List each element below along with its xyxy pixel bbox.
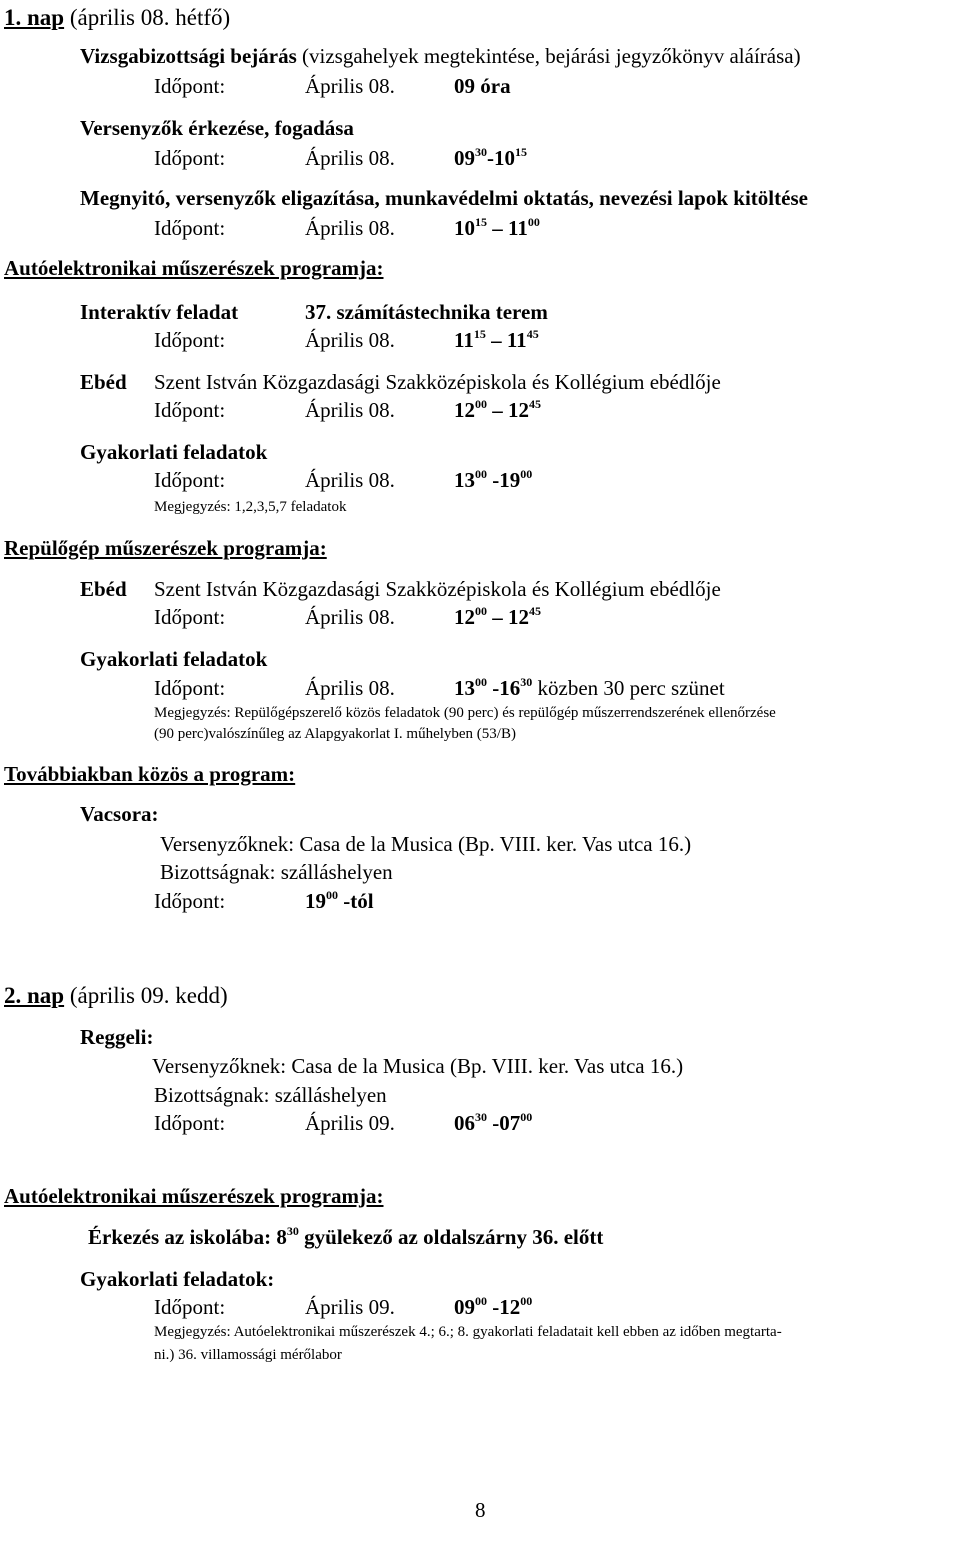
time-value: $06^{30}$ $-07^{00}$ — [454, 1110, 533, 1135]
practical-note-cont: (90 perc)valószínűleg az Alapgyakorlat I. műhelyben (53/B) — [154, 726, 516, 742]
page-number: 8 — [475, 1498, 486, 1522]
dinner-committee: Bizottságnak: szálláshelyen — [160, 860, 393, 884]
day1-heading — [4, 6, 230, 29]
time-label: Időpont: — [154, 605, 226, 629]
day1-heading-num: 1. nap — [4, 5, 65, 30]
lunch-label: Ebéd — [80, 370, 127, 394]
time-value: $09^{30}-10^{15}$ — [454, 145, 527, 170]
time-value: $10^{15} - 11^{00}$ — [454, 215, 540, 240]
opening-title: Megnyitó, versenyzők eligazítása, munkavédelmi oktatás, nevezési lapok kitöltése — [80, 186, 808, 210]
arrival-line: Érkezés az iskolába: $8^{30}$ gyülekező az oldalszárny 36. előtt — [88, 1224, 604, 1249]
time-label: Időpont: — [154, 676, 226, 700]
time-value: $12^{00} - 12^{45}$ — [454, 604, 541, 629]
time-label: Időpont: — [154, 146, 226, 170]
time-label: Időpont: — [154, 328, 226, 352]
lunch-place: Szent István Közgazdasági Szakközépiskola és Kollégium ebédlője — [154, 370, 721, 394]
day1-heading-date: (április 08. hétfő) — [69, 5, 231, 30]
time-label: Időpont: — [154, 889, 226, 913]
date-value: Április 08. — [305, 216, 395, 240]
time-value: $19^{00}$ -tól — [305, 888, 374, 913]
plane-program-heading: Repülőgép műszerészek programja: — [4, 536, 327, 560]
date-value: Április 08. — [305, 398, 395, 422]
break-note: közben 30 perc szünet — [537, 676, 725, 700]
practical-note-cont: ni.) 36. villamossági mérőlabor — [154, 1347, 342, 1363]
practical-note: Megjegyzés: 1,2,3,5,7 feladatok — [154, 499, 347, 515]
time-value: $13^{00}$ $-19^{00}$ — [454, 467, 533, 492]
time-label: Időpont: — [154, 216, 226, 240]
date-value: Április 08. — [305, 676, 395, 700]
date-value: Április 08. — [305, 605, 395, 629]
time-value: 09 óra — [454, 74, 511, 98]
practical-tasks-label: Gyakorlati feladatok — [80, 440, 268, 464]
interactive-task-label: Interaktív feladat — [80, 300, 239, 324]
dinner-competitors: Versenyzőknek: Casa de la Musica (Bp. VIII. ker. Vas utca 16.) — [160, 832, 692, 856]
date-value: Április 08. — [305, 468, 395, 492]
time-label: Időpont: — [154, 74, 226, 98]
practical-tasks-label: Gyakorlati feladatok — [80, 647, 268, 671]
auto-program-heading: Autóelektronikai műszerészek programja: — [4, 256, 384, 280]
arrival-title: Versenyzők érkezése, fogadása — [80, 116, 354, 140]
date-value: Április 08. — [305, 146, 395, 170]
practical-tasks-label: Gyakorlati feladatok: — [80, 1267, 275, 1291]
inspection-detail: (vizsgahelyek megtekintése, bejárási jegyzőkönyv aláírása) — [302, 44, 801, 68]
common-program-heading: Továbbiakban közös a program: — [4, 762, 296, 786]
breakfast-competitors: Versenyzőknek: Casa de la Musica (Bp. VIII. ker. Vas utca 16.) — [152, 1054, 684, 1078]
day2-heading-date: (április 09. kedd) — [69, 983, 228, 1008]
time-value: $09^{00}$ $-12^{00}$ — [454, 1294, 533, 1319]
day2-heading — [4, 984, 228, 1007]
time-value: $12^{00} - 12^{45}$ — [454, 397, 541, 422]
practical-note: Megjegyzés: Autóelektronikai műszerészek 4.; 6.; 8. gyakorlati feladatait kell ebben az időben megtarta- — [154, 1324, 782, 1340]
date-value: Április 09. — [305, 1111, 395, 1135]
lunch-place: Szent István Közgazdasági Szakközépiskola és Kollégium ebédlője — [154, 577, 721, 601]
time-label: Időpont: — [154, 1295, 226, 1319]
interactive-task-room: 37. számítástechnika terem — [305, 300, 548, 324]
lunch-label: Ebéd — [80, 577, 127, 601]
time-label: Időpont: — [154, 468, 226, 492]
time-value: $13^{00}$ $-16^{30}$ közben 30 perc szünet — [454, 675, 725, 700]
date-value: Április 09. — [305, 1295, 395, 1319]
inspection-line — [80, 46, 801, 67]
dinner-label: Vacsora: — [80, 802, 159, 826]
time-value: $11^{15} - 11^{45}$ — [454, 327, 539, 352]
breakfast-label: Reggeli: — [80, 1025, 154, 1049]
time-label: Időpont: — [154, 398, 226, 422]
practical-note: Megjegyzés: Repülőgépszerelő közös feladatok (90 perc) és repülőgép műszerrendszerének ellenőrzése — [154, 705, 776, 721]
breakfast-committee: Bizottságnak: szálláshelyen — [154, 1083, 387, 1107]
date-value: Április 08. — [305, 74, 395, 98]
day2-heading-num: 2. nap — [4, 983, 65, 1008]
auto-program-heading-day2: Autóelektronikai műszerészek programja: — [4, 1184, 384, 1208]
time-label: Időpont: — [154, 1111, 226, 1135]
inspection-title: Vizsgabizottsági bejárás — [80, 44, 297, 68]
date-value: Április 08. — [305, 328, 395, 352]
